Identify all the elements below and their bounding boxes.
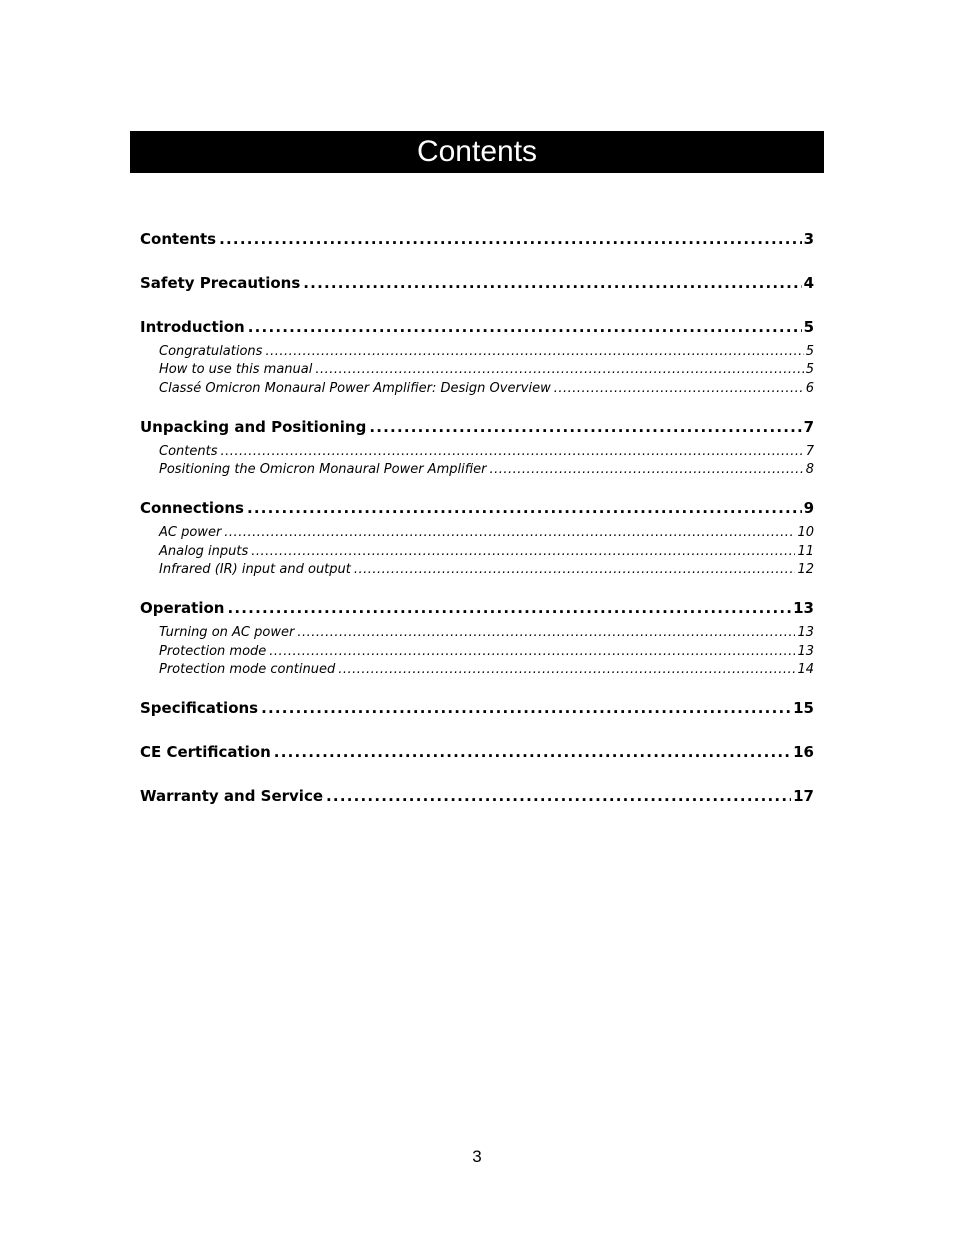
toc-dot-leader [274,745,791,760]
toc-entry[interactable] [140,320,814,335]
toc-subentry-page: 7 [805,444,814,459]
toc-subentry-label: Protection mode continued [159,662,336,677]
toc-dot-leader [338,663,795,676]
toc-entry-page: 17 [793,787,814,805]
toc-entry-label: Warranty and Service [140,787,324,805]
toc-dot-leader [227,601,791,616]
toc-entry[interactable] [140,701,814,716]
toc-subentry-label: Classé Omicron Monaural Power Amplifier: Design Overview [159,381,551,396]
toc-entry-page: 16 [793,743,814,761]
toc-entry[interactable] [140,276,814,291]
toc-subentry-page: 13 [797,644,814,659]
toc-dot-leader [269,645,795,658]
toc-subentry[interactable] [140,563,814,576]
toc-entry-page: 7 [803,418,814,436]
toc-entry-label: Specifications [140,699,259,717]
toc-dot-leader [354,563,796,576]
page-title: Contents [416,135,538,168]
toc-dot-leader [489,463,803,476]
toc-subentry[interactable] [140,345,814,358]
toc-subentry-page: 11 [797,544,814,559]
toc-dot-leader [247,501,802,516]
toc-entry[interactable] [140,501,814,516]
toc-subentry-page: 13 [797,625,814,640]
toc-subentry-page: 8 [805,462,814,477]
toc-subentry-page: 10 [797,525,814,540]
toc-entry-label: Connections [140,499,244,517]
toc-subentry-page: 6 [805,381,814,396]
toc-subentry-label: How to use this manual [159,362,313,377]
toc-subentry-label: Congratulations [159,344,263,359]
toc-dot-leader [315,363,803,376]
toc-dot-leader [326,789,791,804]
toc-entry-page: 15 [793,699,814,717]
toc-entry[interactable] [140,601,814,616]
toc-subentry-page: 12 [797,562,814,577]
page-number: 3 [472,1147,482,1166]
toc-entry-label: Safety Precautions [140,274,301,292]
toc-dot-leader [261,701,791,716]
toc-subentry[interactable] [140,445,814,458]
toc-subentry[interactable] [140,545,814,558]
toc-entry-page: 9 [803,499,814,517]
toc-subentry[interactable] [140,526,814,539]
toc-subentry-label: Turning on AC power [159,625,295,640]
toc-subentry-label: Analog inputs [159,544,249,559]
toc-subentry-label: Positioning the Omicron Monaural Power Amplifier [159,462,487,477]
toc-entry-page: 3 [803,230,814,248]
toc-subentry[interactable] [140,626,814,639]
toc-dot-leader [265,345,803,358]
toc-entry-page: 4 [803,274,814,292]
contents-title-bar [130,131,824,173]
toc-entry-label: Contents [140,230,217,248]
toc-entry-label: Introduction [140,318,245,336]
toc-subentry-page: 5 [805,344,814,359]
toc-subentry[interactable] [140,645,814,658]
toc-subentry[interactable] [140,363,814,376]
toc-entry-page: 5 [803,318,814,336]
toc-subentry[interactable] [140,463,814,476]
toc-subentry[interactable] [140,663,814,676]
toc-subentry-page: 14 [797,662,814,677]
toc-dot-leader [303,276,801,291]
toc-dot-leader [369,420,801,435]
toc-entry[interactable] [140,420,814,435]
toc-dot-leader [251,545,795,558]
toc-dot-leader [554,382,804,395]
toc-entry-label: CE Certification [140,743,271,761]
toc-entry-label: Operation [140,599,225,617]
toc-entry[interactable] [140,789,814,804]
toc-subentry-label: Contents [159,444,218,459]
toc-entry[interactable] [140,745,814,760]
toc-entry-label: Unpacking and Positioning [140,418,367,436]
toc-entry-page: 13 [793,599,814,617]
toc-dot-leader [248,320,802,335]
toc-subentry-label: AC power [159,525,222,540]
toc-dot-leader [224,526,795,539]
toc-subentry-page: 5 [805,362,814,377]
toc-subentry-label: Infrared (IR) input and output [159,562,351,577]
toc-subentry-label: Protection mode [159,644,267,659]
toc-subentry[interactable] [140,382,814,395]
toc-dot-leader [219,232,801,247]
toc-dot-leader [297,626,795,639]
toc-dot-leader [220,445,803,458]
toc-entry[interactable] [140,232,814,247]
